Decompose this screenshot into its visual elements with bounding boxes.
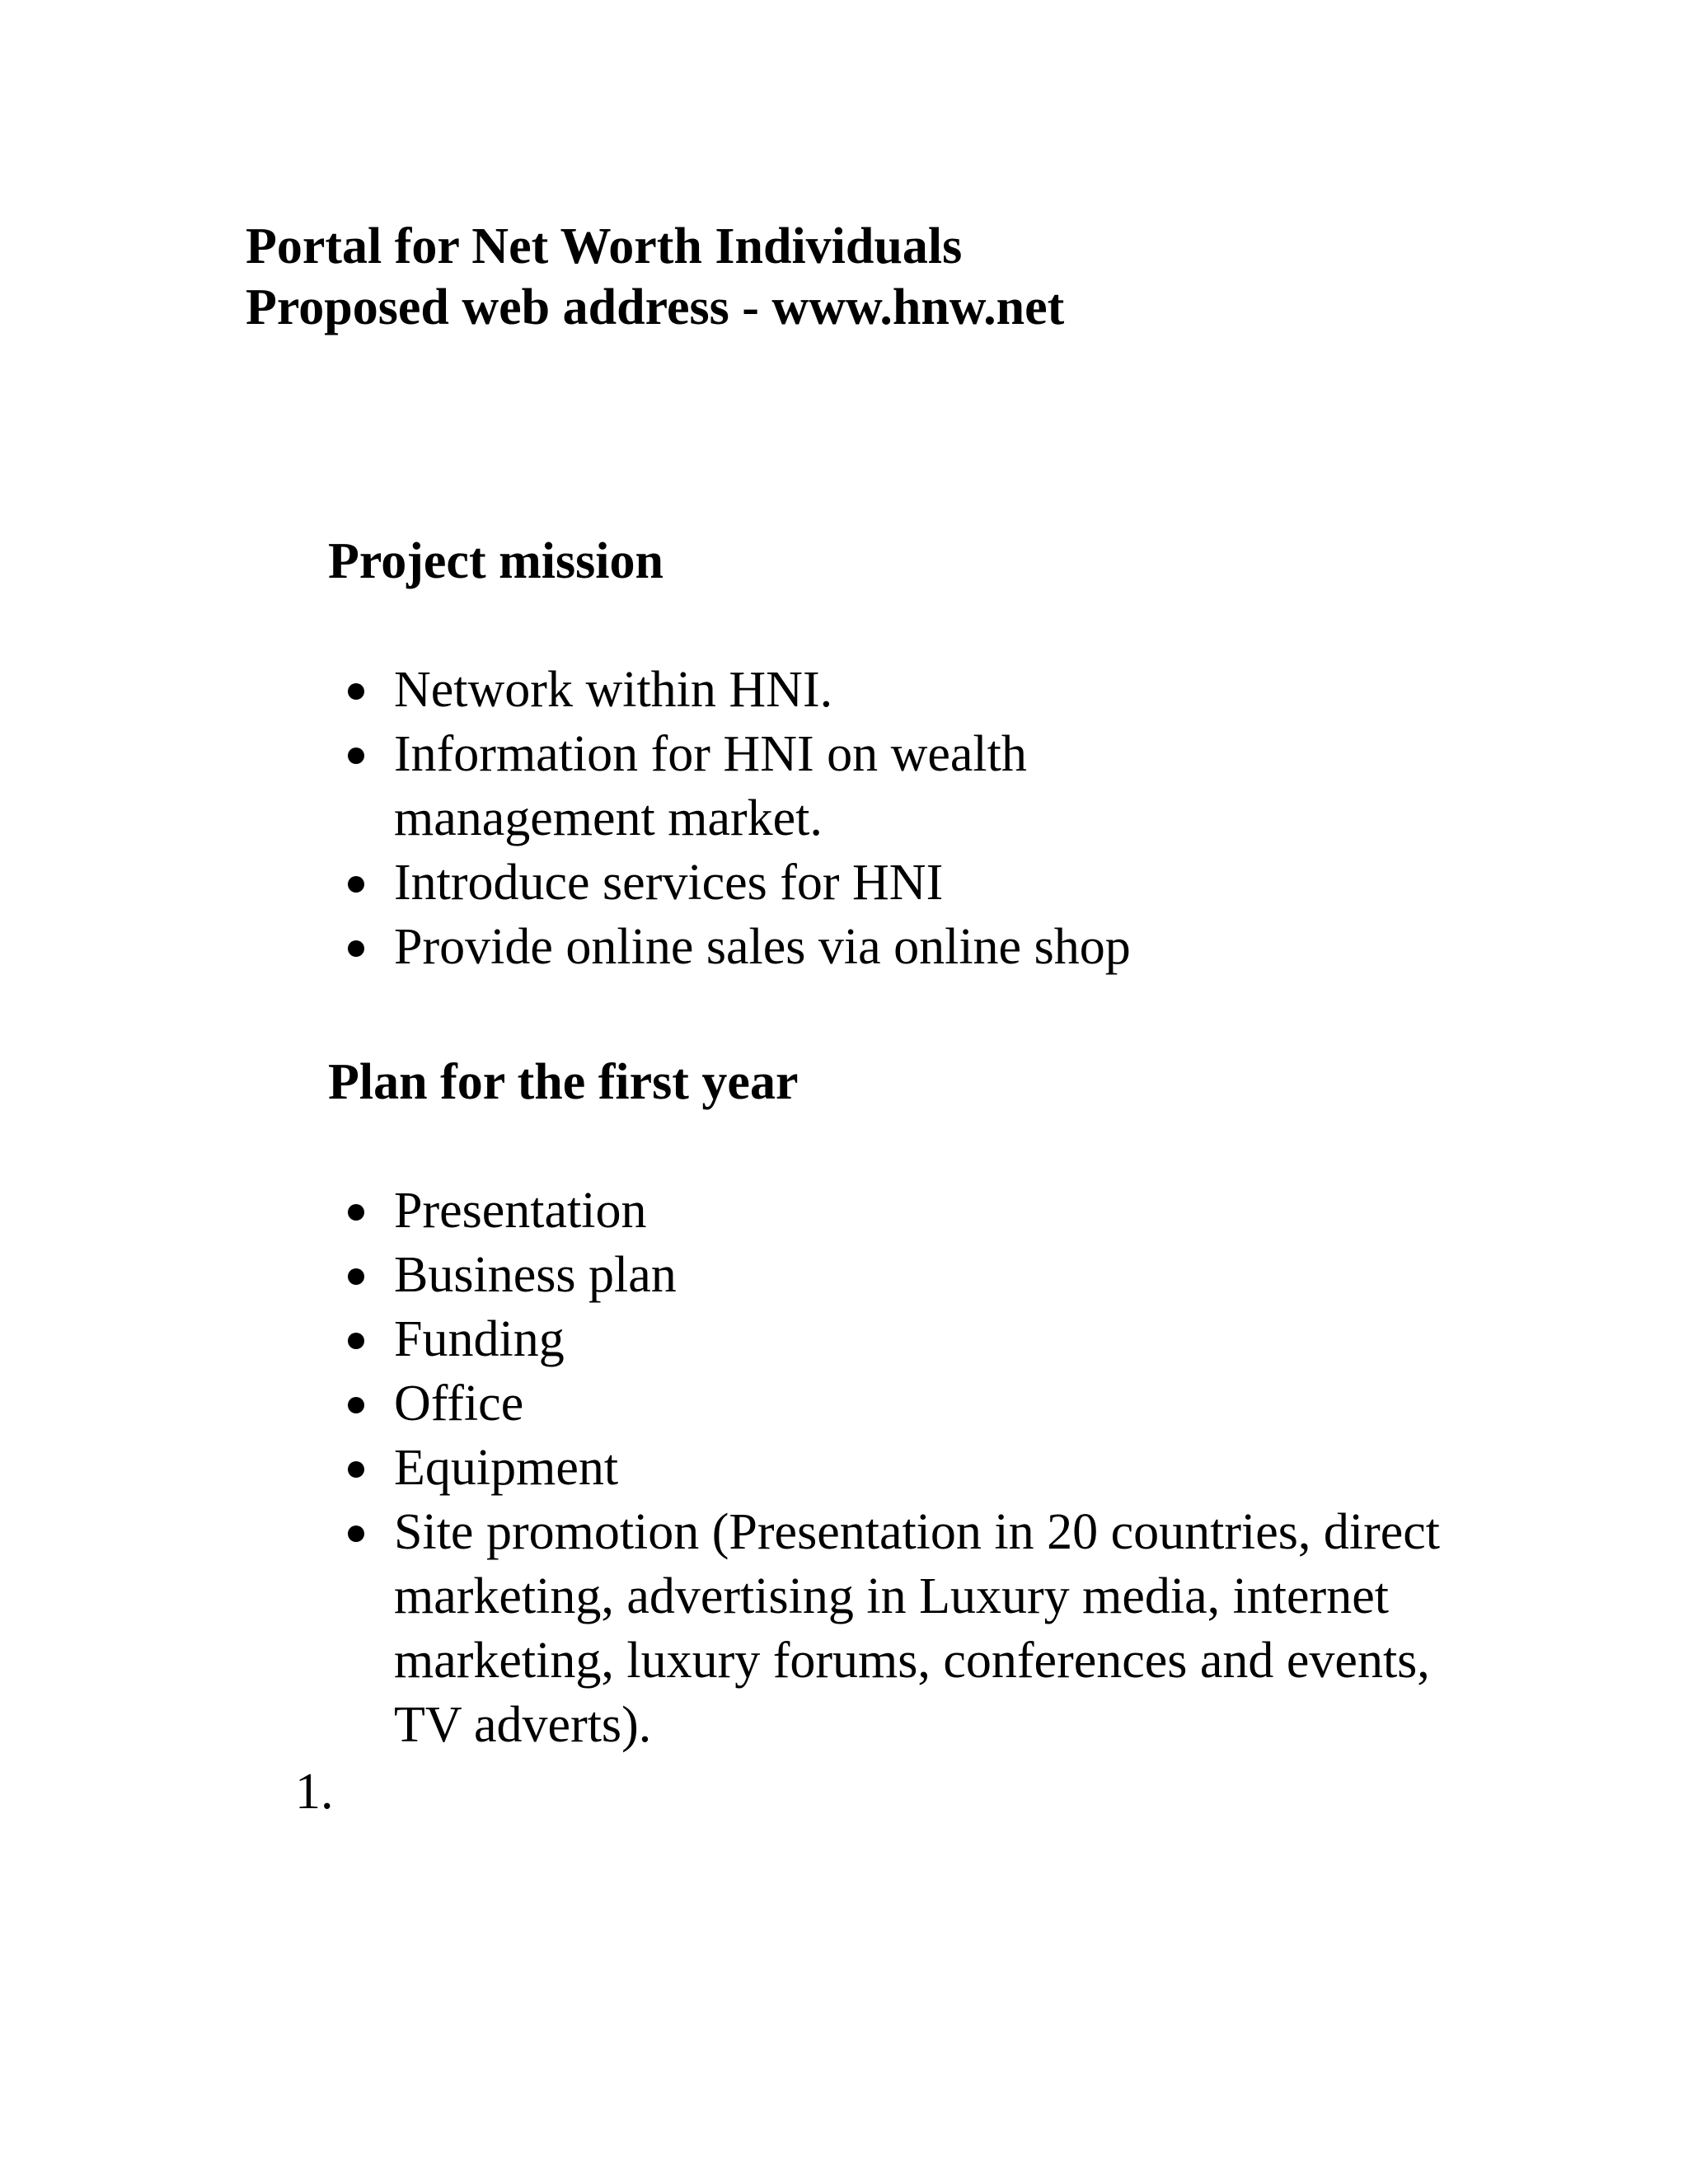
list-item: Information for HNI on wealth management market. (328, 722, 1268, 851)
list-item: Business plan (328, 1243, 1457, 1307)
section-heading-project-mission: Project mission (328, 533, 663, 589)
list-item: Introduce services for HNI (328, 851, 1457, 915)
document-title: Portal for Net Worth Individuals (246, 218, 963, 274)
list-item: Equipment (328, 1436, 1457, 1500)
list-item: Office (328, 1371, 1457, 1436)
bullet-dot-icon (348, 1397, 364, 1413)
list-item: Network within HNI. (328, 658, 1457, 722)
bullet-dot-icon (348, 940, 364, 957)
section-project-mission (328, 531, 1131, 975)
numbered-list-marker: 1. (295, 1764, 334, 1820)
document-subtitle: Proposed web address - www.hnw.net (246, 279, 1065, 335)
bullet-dot-icon (348, 748, 364, 764)
bullet-dot-icon (348, 1268, 364, 1285)
list-item: Presentation (328, 1179, 1457, 1243)
list-item: Funding (328, 1307, 1457, 1371)
mission-list (328, 658, 1457, 979)
list-item: Site promotion (Presentation in 20 countries, direct marketing, advertising in Luxury media, internet marketing, luxury forums, conferences and events, TV adverts). (328, 1500, 1457, 1757)
section-heading-first-year-plan: Plan for the first year (328, 1054, 799, 1110)
plan-list (328, 1179, 1457, 1757)
bullet-dot-icon (348, 1333, 364, 1349)
bullet-dot-icon (348, 1526, 364, 1542)
bullet-dot-icon (348, 1461, 364, 1478)
bullet-dot-icon (348, 876, 364, 893)
document-title-block (246, 216, 1064, 338)
bullet-dot-icon (348, 683, 364, 700)
section-first-year-plan (328, 1052, 1441, 1753)
list-item: Provide online sales via online shop (328, 915, 1457, 979)
bullet-dot-icon (348, 1204, 364, 1221)
